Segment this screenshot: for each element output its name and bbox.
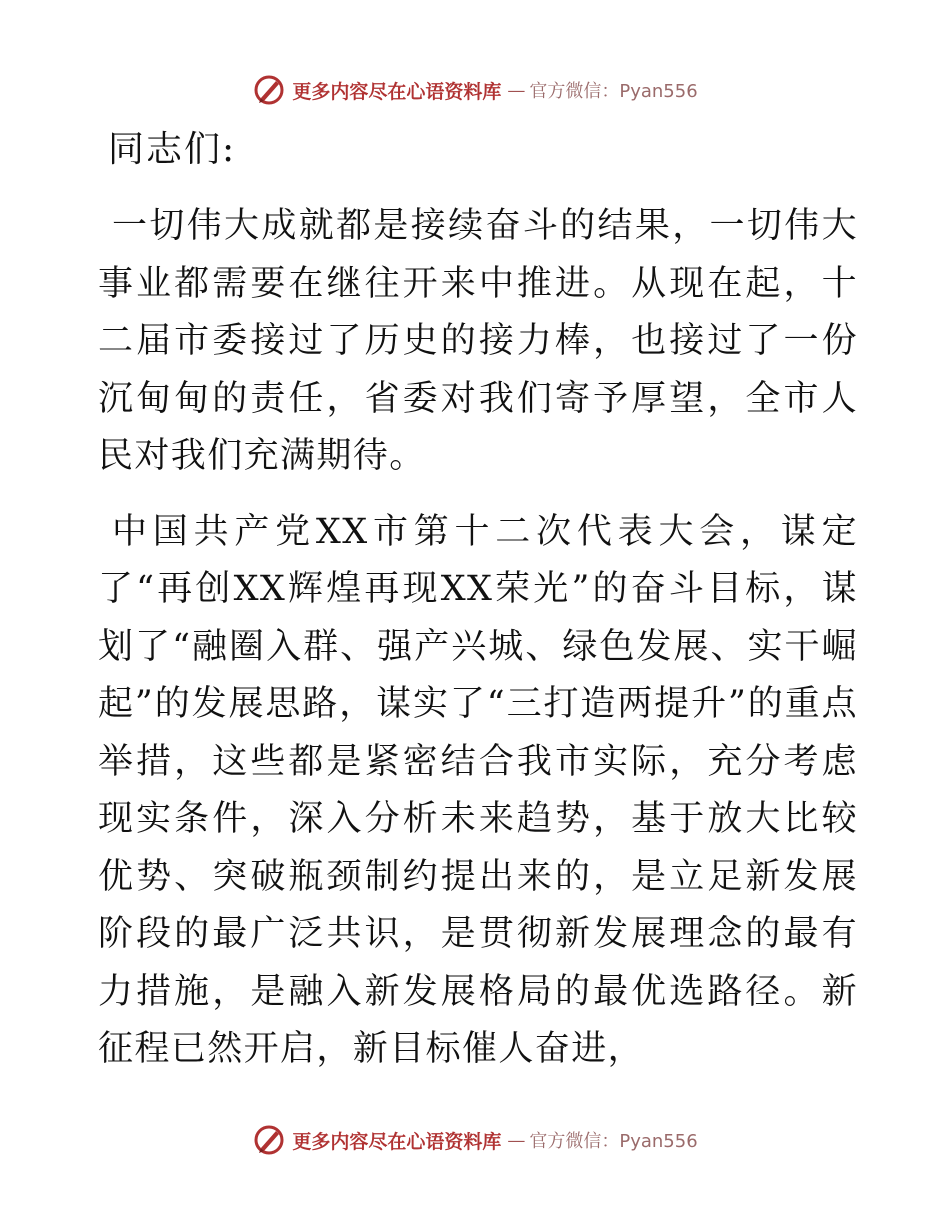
paragraph-1: 一切伟大成就都是接续奋斗的结果，一切伟大事业都需要在继往开来中推进。从现在起，十二届市委接过了历史的接力棒，也接过了一份沉甸甸的责任，省委对我们寄予厚望，全市人民对我们充满期待。 [98,206,858,476]
greeting: 同志们: [108,129,237,170]
header-watermark [0,70,950,110]
pen-logo-icon [252,73,286,107]
watermark-wechat-text: 官方微信：Pyan556 [529,81,698,102]
footer-watermark [0,1120,950,1160]
watermark-site-text: 更多内容尽在心语资料库 [292,1130,502,1153]
document-body [98,122,858,1097]
watermark-dash: — [507,79,524,101]
watermark-site-text: 更多内容尽在心语资料库 [292,80,502,103]
watermark-wechat-text: 官方微信：Pyan556 [529,1131,698,1152]
pen-logo-icon [252,1123,286,1157]
paragraph-2: 中国共产党XX市第十二次代表大会，谋定了“再创XX辉煌再现XX荣光”的奋斗目标，谋划了“融圈入群、强产兴城、绿色发展、实干崛起”的发展思路，谋实了“三打造两提升”的重点举措，这些都是紧密结合我市实际，充分考虑现实条件，深入分析未来趋势，基于放大比较优势、突破瓶颈制约提出来的，是立足新发展阶段的最广泛共识，是贯彻新发展理念的最有力措施，是融入新发展格局的最优选路径。新征程已然开启，新目标催人奋进， [98,511,858,1069]
watermark-dash: — [507,1129,524,1151]
